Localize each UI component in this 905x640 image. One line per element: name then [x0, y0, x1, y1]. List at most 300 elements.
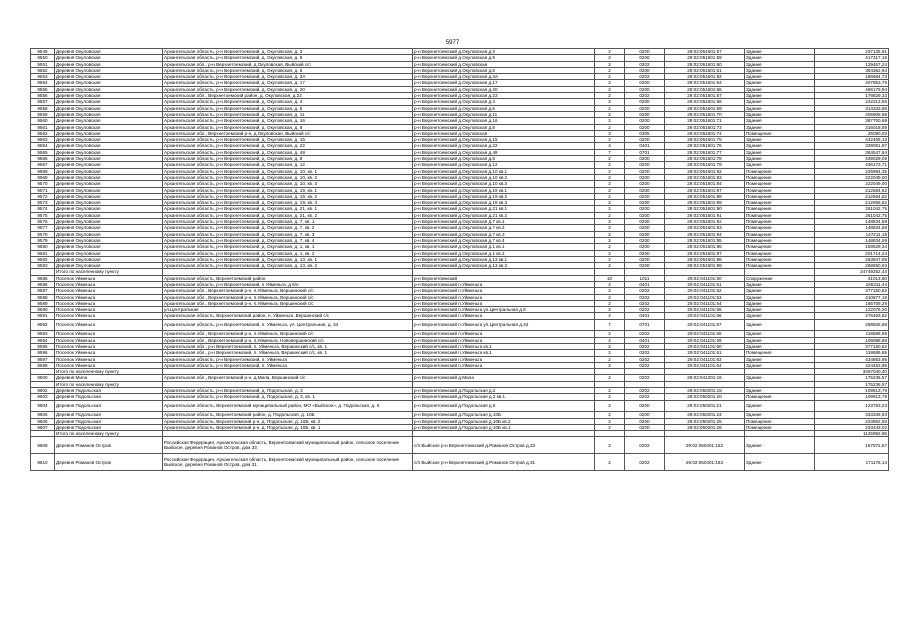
- row-number: 9574: [31, 206, 55, 212]
- purpose-group: 2: [595, 124, 625, 130]
- location: р-н Верхнетоемский п.Уйменьга: [413, 331, 595, 337]
- purpose-group: 4: [595, 143, 625, 149]
- cadastral-value: 148834,59: [815, 225, 889, 231]
- purpose-code: 0200: [625, 231, 665, 237]
- address: Архангельская обл., р-н Верхнетоемский, д.Окуловская, Выйский с/с: [163, 61, 413, 67]
- object-type: Здание: [745, 437, 815, 454]
- address: Архангельская область, р-н Верхнетоемский, д. Окуловская, д. 19, кв. 1: [163, 187, 413, 193]
- location: р-н Верхнетоемский п.Уйменьга: [413, 300, 595, 306]
- purpose-group: 2: [595, 300, 625, 306]
- cadastral-number: 29:02:051601:79: [665, 162, 745, 168]
- settlement-name: Деревня Окуловская: [55, 149, 163, 155]
- cadastral-value: 442405,13: [815, 137, 889, 143]
- purpose-code: 0200: [625, 80, 665, 86]
- cadastral-number: 29:02:051601:76: [665, 143, 745, 149]
- object-type: Помещение: [745, 263, 815, 269]
- purpose-group: 2: [595, 49, 625, 55]
- row-number: 9575: [31, 212, 55, 218]
- location: р-н Верхнетоемский д.Окуловская д.7 кв.3: [413, 231, 595, 237]
- address: Архангельская область, р-н Верхнетоемский, д. Окуловская, д. 3А: [163, 74, 413, 80]
- purpose-code: 0200: [625, 181, 665, 187]
- cadastral-value: 222049,00: [815, 174, 889, 180]
- cadastral-value: 24749252,44: [815, 269, 889, 275]
- settlement-name: Итого по населенному пункту: [55, 381, 163, 387]
- object-type: Здание: [745, 343, 815, 349]
- address: Архангельская обл., Верхнетоемский р-н, д.Мила, Вершинский с/с: [163, 375, 413, 381]
- settlement-name: Деревня Окуловская: [55, 263, 163, 269]
- settlement-name: Деревня Подольская: [55, 394, 163, 400]
- location: р-н Верхнетоемский п.Уйменьга ул.Центральная д.8: [413, 307, 595, 313]
- object-type: Здание: [745, 400, 815, 412]
- address: Архангельская область, р-н Верхнетоемский, д. Окуловская, д. 8: [163, 124, 413, 130]
- row-number: 9590: [31, 307, 55, 313]
- row-number: 9597: [31, 356, 55, 362]
- location: р-н Верхнетоемский: [413, 275, 595, 281]
- address: Архангельская область, р-н Верхнетоемский, д. Окуловская, д. 13, кв. 2: [163, 263, 413, 269]
- purpose-code: 0200: [625, 174, 665, 180]
- object-type: Помещение: [745, 219, 815, 225]
- purpose-group: 2: [595, 244, 625, 250]
- cadastral-value: 3457040,40: [815, 369, 889, 375]
- table-row: [31, 400, 889, 412]
- row-number: 9595: [31, 343, 55, 349]
- cadastral-number: 29:02:041101:52: [665, 288, 745, 294]
- purpose-group: 7: [595, 149, 625, 155]
- address: Архангельская область, Верхнетоемский район, д. Подольская, д. 10Б: [163, 412, 413, 418]
- address: Архангельская область, р-н Верхнетоемский, д. Окуловская, д. 48: [163, 149, 413, 155]
- cadastral-value: 466179,94: [815, 86, 889, 92]
- row-number: 9557: [31, 99, 55, 105]
- location: р-н Верхнетоемский д.Окуловская д.3: [413, 49, 595, 55]
- purpose-group: 2: [595, 55, 625, 61]
- purpose-code: 0202: [625, 388, 665, 394]
- purpose-code: 0200: [625, 412, 665, 418]
- object-type: Помещение: [745, 130, 815, 136]
- address: Архангельская область, Верхнетоемский район, п. Уйменьга ,Вершинский с/с: [163, 313, 413, 319]
- purpose-group: 2: [595, 288, 625, 294]
- table-body: [31, 49, 889, 471]
- purpose-group: 2: [595, 99, 625, 105]
- address: Архангельская обл., Верхнетоемский р-н, д.Окуловская, Выйский с/с: [163, 130, 413, 136]
- row-number: 9605: [31, 412, 55, 418]
- cadastral-number: 29:02:050201:19: [665, 388, 745, 394]
- object-type: Здание: [745, 137, 815, 143]
- cadastral-value: 167972,57: [815, 437, 889, 454]
- address: Архангельская область, р-н Верхнетоемский, д. Окуловская, д. 1, кв. 1: [163, 244, 413, 250]
- address: Архангельская обл., Верхнетоемский р-н, п.Уйменьга, Нововершинский с/с: [163, 337, 413, 343]
- row-number: 9579: [31, 237, 55, 243]
- settlement-name: Деревня Романов Остров: [55, 454, 163, 471]
- object-type: Помещение: [745, 187, 815, 193]
- purpose-group: 2: [595, 350, 625, 356]
- settlement-name: Деревня Окуловская: [55, 174, 163, 180]
- row-number: 9593: [31, 331, 55, 337]
- address: Архангельская обл., Верхнетоемский р-н, п.Уйменьга, Вершинский с/с: [163, 300, 413, 306]
- purpose-code: 0305: [625, 130, 665, 136]
- row-number: 9581: [31, 250, 55, 256]
- address: Архангельская обл., Верхнетоемский р-н, п.Уйменьга, Вершинский с/с: [163, 288, 413, 294]
- cadastral-number: 29:02:051601:59: [665, 55, 745, 61]
- purpose-code: 0202: [625, 394, 665, 400]
- cadastral-number: 29:02:051601:90: [665, 206, 745, 212]
- purpose-code: 0200: [625, 111, 665, 117]
- settlement-name: Итого по населенному пункту: [55, 369, 163, 375]
- purpose-code: 0202: [625, 93, 665, 99]
- location: р-н Верхнетоемский д.Окуловская д.20: [413, 86, 595, 92]
- purpose-group: 2: [595, 67, 625, 73]
- purpose-code: 0200: [625, 200, 665, 206]
- address: Архангельская область, р-н Верхнетоемский, д. Окуловская, д. 7, кв. 1: [163, 219, 413, 225]
- purpose-code: 0202: [625, 74, 665, 80]
- object-type: Здание: [745, 412, 815, 418]
- location: р-н Верхнетоемский п.Уйменьга ул.Центральная д.34: [413, 319, 595, 331]
- location: р-н Верхнетоемский д.Окуловская д.4: [413, 99, 595, 105]
- cadastral-number: 29:02:051601:95: [665, 237, 745, 243]
- cadastral-number: 29:02:050401:163: [665, 454, 745, 471]
- row-number: 9555: [31, 86, 55, 92]
- cadastral-value: 261042,75: [815, 206, 889, 212]
- purpose-code: 0200: [625, 124, 665, 130]
- settlement-name: Поселок Уйменьга: [55, 288, 163, 294]
- cadastral-number: 29:02:051601:78: [665, 156, 745, 162]
- location: р-н Верхнетоемский д.Окуловская д.17: [413, 80, 595, 86]
- purpose-code: 0200: [625, 193, 665, 199]
- row-number: 9600: [31, 375, 55, 381]
- object-type: Здание: [745, 294, 815, 300]
- purpose-group: 4: [595, 313, 625, 319]
- address: Архангельская область, Верхнетоемский район: [163, 275, 413, 281]
- purpose-group: 2: [595, 206, 625, 212]
- purpose-code: 0200: [625, 137, 665, 143]
- address: Архангельская область, Верхнетоемский р-н, д. Подольская, д. 10Б, кв. 2: [163, 418, 413, 424]
- cadastral-value: 119586,95: [815, 331, 889, 337]
- object-type: Здание: [745, 356, 815, 362]
- object-type: Здание: [745, 331, 815, 337]
- table-row: [31, 319, 889, 331]
- object-type: Здание: [745, 67, 815, 73]
- table-row: [31, 454, 889, 471]
- purpose-code: 0200: [625, 105, 665, 111]
- settlement-name: Деревня Окуловская: [55, 168, 163, 174]
- purpose-group: 3: [595, 130, 625, 136]
- cadastral-number: 29:02:051601:94: [665, 231, 745, 237]
- cadastral-number: 29:02:051601:92: [665, 219, 745, 225]
- page-number: 5977: [445, 40, 460, 46]
- purpose-code: 0202: [625, 294, 665, 300]
- purpose-group: 2: [595, 74, 625, 80]
- cadastral-value: 405908,98: [815, 111, 889, 117]
- cadastral-value: 185311,44: [815, 281, 889, 287]
- cadastral-value: 122076,20: [815, 307, 889, 313]
- cadastral-number: 29:02:051601:99: [665, 263, 745, 269]
- purpose-group: 2: [595, 86, 625, 92]
- settlement-name: Поселок Уйменьга: [55, 275, 163, 281]
- location: р-н Верхнетоемский д.Окуловская д.15: [413, 137, 595, 143]
- purpose-group: 2: [595, 168, 625, 174]
- location: р-н Верхнетоемский д.Окуловская д.10 кв.3: [413, 181, 595, 187]
- object-type: Здание: [745, 93, 815, 99]
- cadastral-value: 410877,16: [815, 294, 889, 300]
- settlement-name: Деревня Романов Остров: [55, 437, 163, 454]
- purpose-group: 7: [595, 319, 625, 331]
- purpose-code: 0401: [625, 143, 665, 149]
- location: р-н Верхнетоемский п.Уйменьга: [413, 362, 595, 368]
- settlement-name: Деревня Окуловская: [55, 225, 163, 231]
- cadastral-value: 387700,69: [815, 118, 889, 124]
- object-type: Здание: [745, 307, 815, 313]
- location: р-н Верхнетоемский д.Окуловская д.8: [413, 156, 595, 162]
- settlement-name: Деревня Окуловская: [55, 105, 163, 111]
- address: Архангельская область, р-н Верхнетоемский, д. Окуловская, д. 22: [163, 143, 413, 149]
- row-number: 9580: [31, 244, 55, 250]
- purpose-code: 0200: [625, 219, 665, 225]
- cadastral-number: 29:02:051601:62: [665, 74, 745, 80]
- cadastral-value: 109813,79: [815, 388, 889, 394]
- address: Архангельская область, р-н Верхнетоемский, д. Окуловская, д. 21, кв. 1: [163, 206, 413, 212]
- location: р-н Верхнетоемский д.Подольская д.6: [413, 400, 595, 412]
- settlement-name: Деревня Окуловская: [55, 237, 163, 243]
- object-type: Здание: [745, 156, 815, 162]
- row-number: 9554: [31, 80, 55, 86]
- settlement-name: Поселок Уйменьга: [55, 313, 163, 319]
- location: р-н Верхнетоемский д.Окуловская д.3А: [413, 74, 595, 80]
- purpose-code: 0200: [625, 118, 665, 124]
- cadastral-value: 148834,59: [815, 219, 889, 225]
- purpose-group: 2: [595, 93, 625, 99]
- location: р-н Верхнетоемский д.Окуловская д.19 кв.3: [413, 200, 595, 206]
- purpose-code: 0200: [625, 162, 665, 168]
- cadastral-value: 384362,94: [815, 67, 889, 73]
- object-type: Здание: [745, 99, 815, 105]
- cadastral-number: 29:02:041101:53: [665, 294, 745, 300]
- settlement-name: Итого по населенному пункту: [55, 431, 163, 437]
- purpose-group: 2: [595, 356, 625, 362]
- cadastral-number: 29:02:051601:84: [665, 181, 745, 187]
- object-type: Здание: [745, 143, 815, 149]
- purpose-group: 2: [595, 105, 625, 111]
- cadastral-value: 223852,50: [815, 418, 889, 424]
- row-number: 9588: [31, 294, 55, 300]
- settlement-name: Деревня Мила: [55, 375, 163, 381]
- row-number: 9573: [31, 200, 55, 206]
- purpose-group: 2: [595, 437, 625, 454]
- object-type: Сооружение: [745, 275, 815, 281]
- row-number: 9570: [31, 181, 55, 187]
- purpose-code: 0200: [625, 237, 665, 243]
- row-number: 9549: [31, 49, 55, 55]
- cadastral-number: 29:02:051601:93: [665, 225, 745, 231]
- purpose-code: 0401: [625, 337, 665, 343]
- purpose-group: 2: [595, 250, 625, 256]
- address: Архангельская область, р-н Верхнетоемский, д. Окуловская, д. 20: [163, 86, 413, 92]
- location: р-н Верхнетоемский д.Окуловская д.13 кв.2: [413, 263, 595, 269]
- purpose-code: 0202: [625, 61, 665, 67]
- object-type: Помещение: [745, 244, 815, 250]
- location: р-н Верхнетоемский д.Окуловская д.19 кв.1: [413, 187, 595, 193]
- cadastral-value: 171178,14: [815, 454, 889, 471]
- row-number: 9609: [31, 437, 55, 454]
- purpose-code: 0200: [625, 250, 665, 256]
- address: Архангельская область, р-н Верхнетоемский, д. Окуловская, д. 7, кв. 2: [163, 225, 413, 231]
- row-number: 9589: [31, 300, 55, 306]
- row-number: 9602: [31, 388, 55, 394]
- cadastral-value: 175236,57: [815, 375, 889, 381]
- purpose-code: 0200: [625, 256, 665, 262]
- object-type: Здание: [745, 375, 815, 381]
- address: Архангельская область, Верхнетоемский р-н, д. Подольская, д. 10Б, кв. 1: [163, 424, 413, 430]
- object-type: Помещение: [745, 424, 815, 430]
- cadastral-value: 212584,62: [815, 193, 889, 199]
- location: р-н Верхнетоемский д.Окуловская д.12: [413, 162, 595, 168]
- row-number: 9556: [31, 93, 55, 99]
- row-number: 9592: [31, 319, 55, 331]
- object-type: Помещение: [745, 231, 815, 237]
- cadastral-value: 109088,88: [815, 337, 889, 343]
- object-type: Здание: [745, 61, 815, 67]
- cadastral-number: 29:02:041101:59: [665, 337, 745, 343]
- purpose-group: 2: [595, 394, 625, 400]
- cadastral-value: 407853,75: [815, 80, 889, 86]
- purpose-code: 0202: [625, 331, 665, 337]
- cadastral-value: 119586,95: [815, 350, 889, 356]
- purpose-code: 0200: [625, 187, 665, 193]
- row-number: 9551: [31, 61, 55, 67]
- purpose-code: 0701: [625, 149, 665, 155]
- purpose-code: 0200: [625, 424, 665, 430]
- purpose-code: 1011: [625, 275, 665, 281]
- cadastral-number: 29:02:051601:71: [665, 118, 745, 124]
- cadastral-value: 314333,95: [815, 105, 889, 111]
- address: Архангельская область, р-н Верхнетоемский, п. Уйменьга: [163, 356, 413, 362]
- location: р-н Верхнетоемский д.Окуловская д.5: [413, 105, 595, 111]
- settlement-name: Поселок Уйменьга: [55, 362, 163, 368]
- row-number: 9576: [31, 219, 55, 225]
- object-type: Здание: [745, 300, 815, 306]
- address: Архангельская область, р-н Верхнетоемский, д. Окуловская, д. 4: [163, 99, 413, 105]
- purpose-group: 2: [595, 187, 625, 193]
- object-type: Здание: [745, 80, 815, 86]
- settlement-name: Поселок Уйменьга: [55, 343, 163, 349]
- object-type: Здание: [745, 74, 815, 80]
- location: р-н Верхнетоемский п.Уйменьга кв.1: [413, 350, 595, 356]
- object-type: Здание: [745, 111, 815, 117]
- cadastral-number: 29:02:041101:50: [665, 275, 745, 281]
- purpose-group: 2: [595, 212, 625, 218]
- settlement-name: Деревня Окуловская: [55, 80, 163, 86]
- settlement-name: Деревня Окуловская: [55, 143, 163, 149]
- purpose-code: 0202: [625, 454, 665, 471]
- cadastral-number: 29:02:041101:55: [665, 307, 745, 313]
- settlement-name: Деревня Окуловская: [55, 124, 163, 130]
- object-type: Здание: [745, 162, 815, 168]
- row-number: 9582: [31, 256, 55, 262]
- purpose-group: 2: [595, 193, 625, 199]
- address: Архангельская область, р-н Верхнетоемский, п. Уйменьга: [163, 362, 413, 368]
- location: р-н Верхнетоемский п.Уйменьга: [413, 288, 595, 294]
- settlement-name: Деревня Окуловская: [55, 187, 163, 193]
- cadastral-value: 263847,65: [815, 256, 889, 262]
- address: Архангельская область, р-н Верхнетоемский, д. Окуловская, д. 7, кв. 3: [163, 231, 413, 237]
- row-number: 9607: [31, 424, 55, 430]
- address: Архангельская область, р-н Верхнетоемский, д. Окуловская, д. 15: [163, 137, 413, 143]
- location: р-н Верхнетоемский д.Окуловская д.1 кв.1: [413, 244, 595, 250]
- row-number: 9565: [31, 149, 55, 155]
- cadastral-value: 109813,79: [815, 394, 889, 400]
- purpose-code: 0200: [625, 225, 665, 231]
- address: Архангельская область, р-н Верхнетоемский, п Уйменьга, д 6/н: [163, 281, 413, 287]
- purpose-group: 10: [595, 275, 625, 281]
- settlement-name: Деревня Окуловская: [55, 206, 163, 212]
- location: р-н Верхнетоемский д.Окуловская д.11: [413, 111, 595, 117]
- row-number: 9583: [31, 263, 55, 269]
- row-number: 9567: [31, 162, 55, 168]
- address: Архангельская область, р-н Верхнетоемский, д. Окуловская, д. 8: [163, 156, 413, 162]
- cadastral-value: 377150,82: [815, 343, 889, 349]
- location: р-н Верхнетоемский д.Окуловская д.10 кв.2: [413, 174, 595, 180]
- object-type: Помещение: [745, 225, 815, 231]
- address: Архангельская область, р-н Верхнетоемский, д. Окуловская, д. 13, кв. 1: [163, 256, 413, 262]
- purpose-code: 0200: [625, 67, 665, 73]
- row-number: 9594: [31, 337, 55, 343]
- cadastral-value: 148834,59: [815, 237, 889, 243]
- cadastral-number: 29:02:041101:61: [665, 350, 745, 356]
- address: Архангельская область, Верхнетоемский муниципальный район, МО «Выйское», д. Подольская, д. 6: [163, 400, 413, 412]
- row-number: 9603: [31, 394, 55, 400]
- location: р-н Верхнетоемский д.Окуловская: [413, 61, 595, 67]
- object-type: Здание: [745, 454, 815, 471]
- object-type: Помещение: [745, 418, 815, 424]
- purpose-code: 0200: [625, 418, 665, 424]
- purpose-code: 0202: [625, 343, 665, 349]
- settlement-name: Деревня Окуловская: [55, 49, 163, 55]
- row-number: 9598: [31, 362, 55, 368]
- cadastral-number: 29:02:041101:56: [665, 313, 745, 319]
- cadastral-value: 377150,82: [815, 288, 889, 294]
- object-type: Помещение: [745, 193, 815, 199]
- purpose-code: 0202: [625, 288, 665, 294]
- location: р-н Верхнетоемский д.Подольская д.2 кв.1: [413, 394, 595, 400]
- purpose-code: 0200: [625, 400, 665, 412]
- settlement-name: Деревня Окуловская: [55, 130, 163, 136]
- location: р-н Верхнетоемский п.Уйменьга: [413, 313, 595, 319]
- row-number: 9566: [31, 156, 55, 162]
- settlement-name: Деревня Окуловская: [55, 200, 163, 206]
- settlement-name: Деревня Окуловская: [55, 219, 163, 225]
- row-number: 9610: [31, 454, 55, 471]
- purpose-group: 2: [595, 263, 625, 269]
- location: с/п Выйское р-н Верхнетоемский д.Романов Остров д.31: [413, 454, 595, 471]
- purpose-group: 2: [595, 362, 625, 368]
- settlement-name: Деревня Подольская: [55, 388, 163, 394]
- cadastral-number: 29:02:050201:21: [665, 400, 745, 412]
- cadastral-number: 29:02:051601:73: [665, 124, 745, 130]
- location: р-н Верхнетоемский д.Подольская д.10Б кв.2: [413, 418, 595, 424]
- cadastral-number: 29:02:051601:98: [665, 256, 745, 262]
- purpose-group: 2: [595, 331, 625, 337]
- location: р-н Верхнетоемский п.Уйменьга: [413, 294, 595, 300]
- settlement-name: Поселок Уйменьга: [55, 331, 163, 337]
- cadastral-value: 186709,29: [815, 300, 889, 306]
- cadastral-value: 333336,63: [815, 412, 889, 418]
- table-row: [31, 437, 889, 454]
- row-number: 9564: [31, 143, 55, 149]
- purpose-group: 2: [595, 200, 625, 206]
- purpose-group: 2: [595, 307, 625, 313]
- object-type: Здание: [745, 362, 815, 368]
- purpose-code: 0401: [625, 313, 665, 319]
- address: Архангельская область, р-н Верхнетоемский, д. Окуловская, д. 11: [163, 111, 413, 117]
- location: р-н Верхнетоемский д.Подольская д.2: [413, 388, 595, 394]
